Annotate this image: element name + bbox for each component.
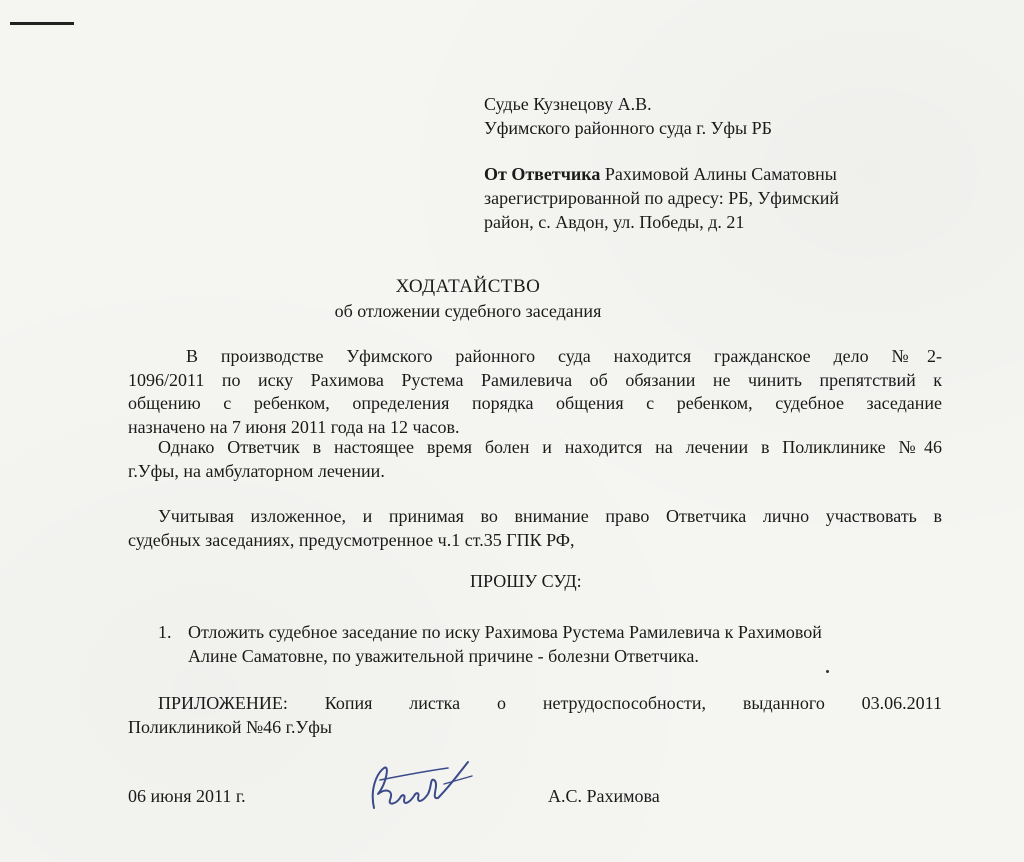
paragraph-2-line: г.Уфы, на амбулаторном лечении.	[128, 460, 385, 481]
appendix-line-1: ПРИЛОЖЕНИЕ: Копия листка о нетрудоспособности, выданного 03.06.2011	[158, 693, 942, 713]
appendix-block	[128, 691, 942, 739]
addressee-line-2: Уфимского районного суда г. Уфы РБ	[484, 118, 772, 138]
document-date: 06 июня 2011 г.	[128, 786, 246, 806]
request-item-line: Отложить судебное заседание по иску Рахимова Рустема Рамилевича к Рахимовой	[188, 622, 822, 642]
paragraph-1	[128, 345, 942, 439]
paragraph-1-line: назначено на 7 июня 2011 года на 12 часов.	[128, 416, 460, 437]
paragraph-3-line: Учитывая изложенное, и принимая во внимание право Ответчика лично участвовать в	[158, 506, 942, 526]
paragraph-1-line: В производстве Уфимского районного суда находится гражданское дело №2-	[186, 346, 942, 366]
sender-name: Рахимовой Алины Саматовны	[600, 164, 837, 184]
appendix-line-2: Поликлиникой №46 г.Уфы	[128, 717, 332, 737]
signer-name: А.С. Рахимова	[548, 786, 660, 806]
corner-dash-mark	[10, 22, 74, 25]
paragraph-3-line: судебных заседаниях, предусмотренное ч.1 ст.35 ГПК РФ,	[128, 529, 575, 550]
request-heading: ПРОШУ СУД:	[470, 571, 582, 591]
paragraph-1-line: общению с ребенком, определения порядка общения с ребенком, судебное заседание	[128, 393, 942, 413]
paragraph-2	[128, 436, 942, 483]
addressee-block	[484, 93, 772, 141]
scan-speck	[826, 670, 829, 673]
paragraph-1-line: 1096/2011 по иску Рахимова Рустема Рамилевича об обязании не чинить препятствий к	[128, 369, 942, 390]
sender-line-3: район, с. Авдон, ул. Победы, д. 21	[484, 212, 745, 232]
paragraph-3	[128, 505, 942, 552]
paragraph-2-line: Однако Ответчик в настоящее время болен и находится на лечении в Поликлинике №46	[158, 437, 942, 457]
request-item-text	[188, 620, 822, 668]
sender-block	[484, 162, 839, 234]
document-title: ХОДАТАЙСТВО	[395, 276, 541, 297]
sender-line-2: зарегистрированной по адресу: РБ, Уфимский	[484, 188, 839, 208]
sender-label: От Ответчика	[484, 164, 601, 184]
document-subtitle: об отложении судебного заседания	[334, 301, 602, 321]
sender-line-1	[484, 162, 839, 186]
addressee-line-1: Судье Кузнецову А.В.	[484, 94, 652, 114]
request-item-number: 1.	[158, 622, 172, 642]
handwritten-signature	[360, 750, 480, 820]
request-item-line: Алине Саматовне, по уважительной причине - болезни Ответчика.	[188, 646, 699, 666]
